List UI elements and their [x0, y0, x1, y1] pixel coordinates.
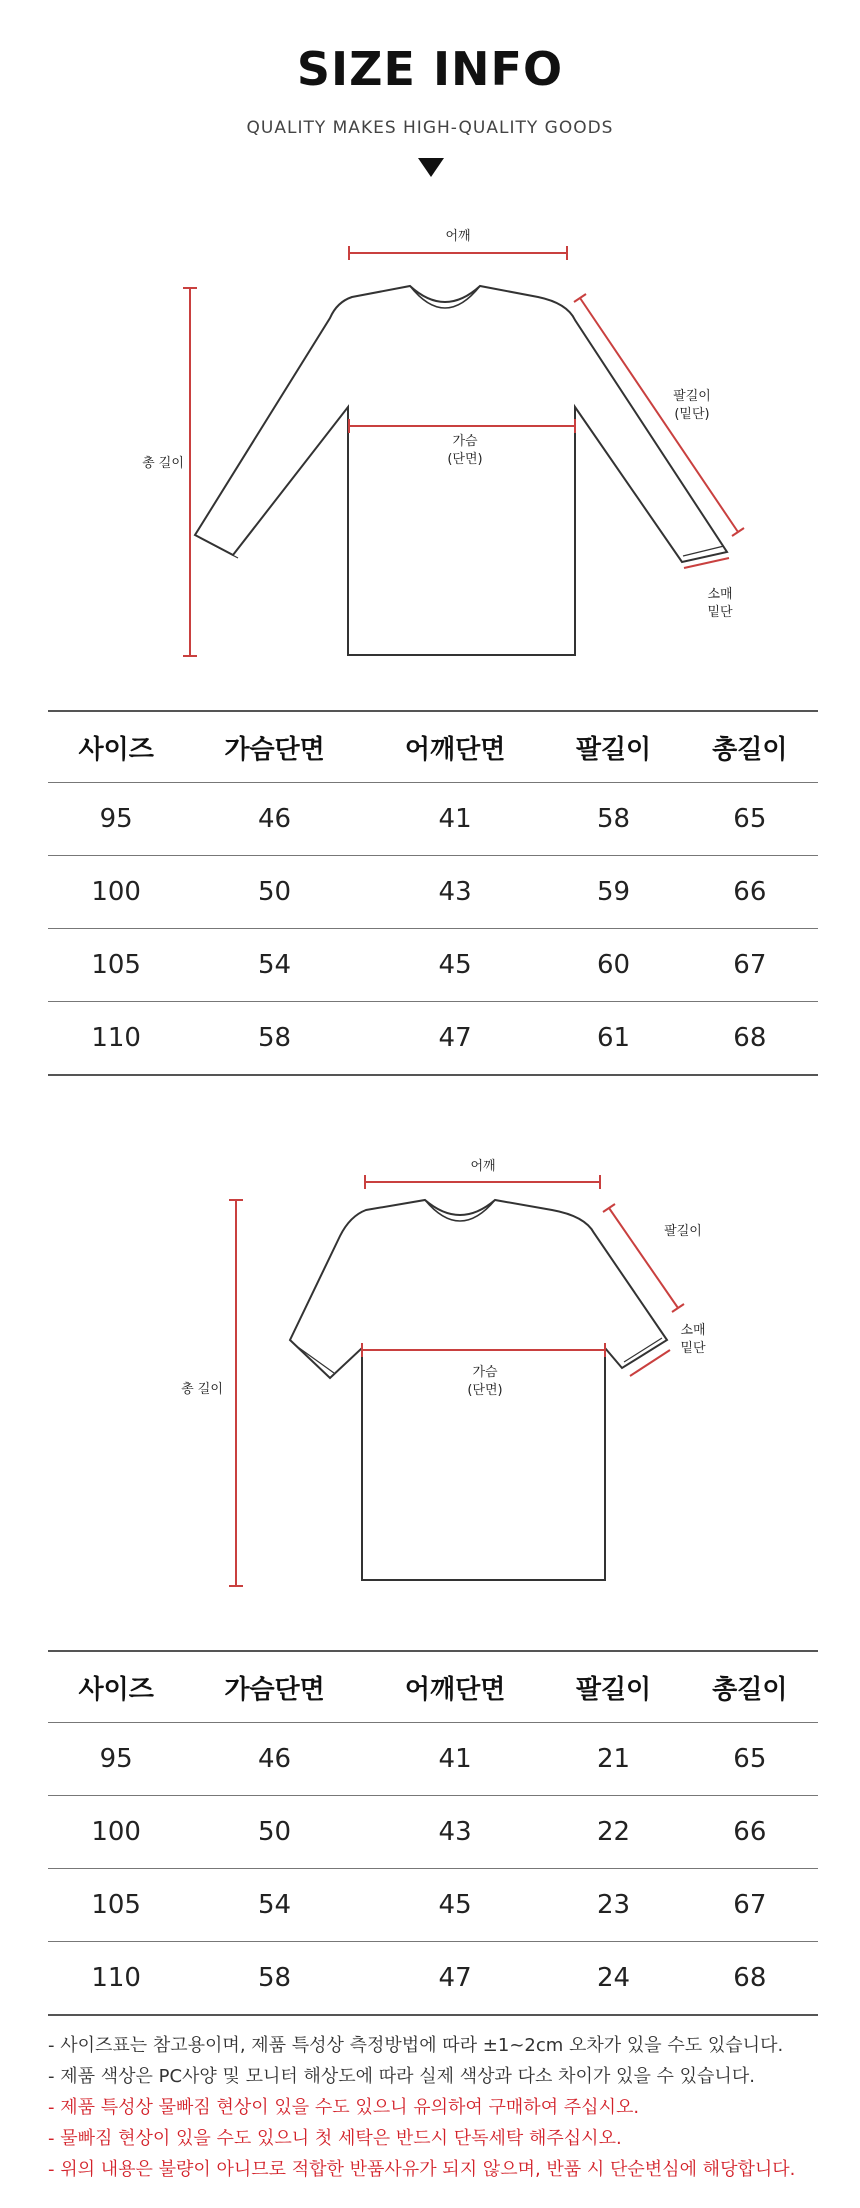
cell: 50	[184, 1796, 365, 1869]
header-sleeve: 팔길이	[545, 711, 681, 783]
chest-label: 가슴	[452, 434, 478, 449]
cell: 54	[184, 1869, 365, 1942]
cell: 45	[365, 929, 546, 1002]
cell: 46	[184, 1723, 365, 1796]
cell: 46	[184, 783, 365, 856]
short-sleeve-diagram	[0, 1130, 860, 1620]
table-row	[48, 1942, 818, 2016]
table-row	[48, 783, 818, 856]
shoulder-label: 어깨	[445, 229, 471, 244]
cell: 95	[48, 783, 184, 856]
down-arrow-icon	[418, 158, 444, 177]
long-sleeve-illustration	[0, 200, 860, 670]
cell: 100	[48, 1796, 184, 1869]
notice-item-warning: - 제품 특성상 물빠짐 현상이 있을 수도 있으니 유의하여 구매하여 주십시오.	[48, 2097, 640, 2118]
cuff-label: 소매	[680, 1323, 706, 1338]
cell: 58	[184, 1002, 365, 1076]
notice-item-warning: - 위의 내용은 불량이 아니므로 적합한 반품사유가 되지 않으며, 반품 시 단순변심에 해당합니다.	[48, 2159, 796, 2180]
cell: 61	[545, 1002, 681, 1076]
short-sleeve-illustration	[0, 1130, 860, 1620]
cell: 65	[682, 783, 818, 856]
total-length-label: 총 길이	[181, 1382, 223, 1397]
cell: 54	[184, 929, 365, 1002]
cell: 100	[48, 856, 184, 929]
cell: 21	[545, 1723, 681, 1796]
table-row	[48, 1796, 818, 1869]
cell: 67	[682, 929, 818, 1002]
header-length: 총길이	[682, 711, 818, 783]
notice-item: - 제품 색상은 PC사양 및 모니터 해상도에 따라 실제 색상과 다소 차이가 있을 수 있습니다.	[48, 2066, 755, 2087]
header-chest: 가슴단면	[184, 1651, 365, 1723]
cell: 95	[48, 1723, 184, 1796]
header-size: 사이즈	[48, 711, 184, 783]
table-header-row	[48, 1651, 818, 1723]
cuff-sub-label: 밑단	[707, 605, 733, 620]
sleeve-length-label: 팔길이	[664, 1224, 702, 1239]
cell: 67	[682, 1869, 818, 1942]
cell: 47	[365, 1002, 546, 1076]
sleeve-length-sub-label: (밑단)	[674, 407, 710, 422]
cell: 47	[365, 1942, 546, 2016]
cell: 58	[184, 1942, 365, 2016]
cell: 110	[48, 1942, 184, 2016]
cell: 105	[48, 1869, 184, 1942]
cell: 60	[545, 929, 681, 1002]
chest-label: 가슴	[472, 1365, 498, 1380]
cuff-sub-label: 밑단	[680, 1341, 706, 1356]
cell: 41	[365, 783, 546, 856]
page-title: SIZE INFO	[296, 42, 564, 96]
total-length-label: 총 길이	[142, 456, 184, 471]
page-subtitle: QUALITY MAKES HIGH-QUALITY GOODS	[246, 118, 614, 138]
table-row	[48, 1002, 818, 1076]
long-sleeve-diagram	[0, 200, 860, 670]
cell: 23	[545, 1869, 681, 1942]
cell: 50	[184, 856, 365, 929]
cell: 105	[48, 929, 184, 1002]
cell: 66	[682, 856, 818, 929]
table-row	[48, 1723, 818, 1796]
header-shoulder: 어깨단면	[365, 711, 546, 783]
table-row	[48, 929, 818, 1002]
cell: 43	[365, 1796, 546, 1869]
cell: 43	[365, 856, 546, 929]
header-chest: 가슴단면	[184, 711, 365, 783]
notice-item: - 사이즈표는 참고용이며, 제품 특성상 측정방법에 따라 ±1~2cm 오차가 있을 수도 있습니다.	[48, 2035, 784, 2056]
cell: 68	[682, 1002, 818, 1076]
header-shoulder: 어깨단면	[365, 1651, 546, 1723]
shoulder-label: 어깨	[470, 1159, 496, 1174]
header-size: 사이즈	[48, 1651, 184, 1723]
cell: 45	[365, 1869, 546, 1942]
cell: 41	[365, 1723, 546, 1796]
short-sleeve-size-table	[48, 1650, 818, 2016]
notice-item-warning: - 물빠짐 현상이 있을 수도 있으니 첫 세탁은 반드시 단독세탁 해주십시오.	[48, 2128, 622, 2149]
header-length: 총길이	[682, 1651, 818, 1723]
long-sleeve-size-table	[48, 710, 818, 1076]
table-header-row	[48, 711, 818, 783]
cuff-label: 소매	[707, 587, 733, 602]
cell: 66	[682, 1796, 818, 1869]
chest-sub-label: (단면)	[447, 452, 483, 467]
cell: 24	[545, 1942, 681, 2016]
cell: 68	[682, 1942, 818, 2016]
sleeve-length-label: 팔길이	[673, 389, 711, 404]
notice-list	[48, 2030, 848, 2185]
cell: 110	[48, 1002, 184, 1076]
cell: 58	[545, 783, 681, 856]
table-row	[48, 1869, 818, 1942]
table-row	[48, 856, 818, 929]
cell: 65	[682, 1723, 818, 1796]
cell: 22	[545, 1796, 681, 1869]
cell: 59	[545, 856, 681, 929]
header-sleeve: 팔길이	[545, 1651, 681, 1723]
chest-sub-label: (단면)	[467, 1383, 503, 1398]
